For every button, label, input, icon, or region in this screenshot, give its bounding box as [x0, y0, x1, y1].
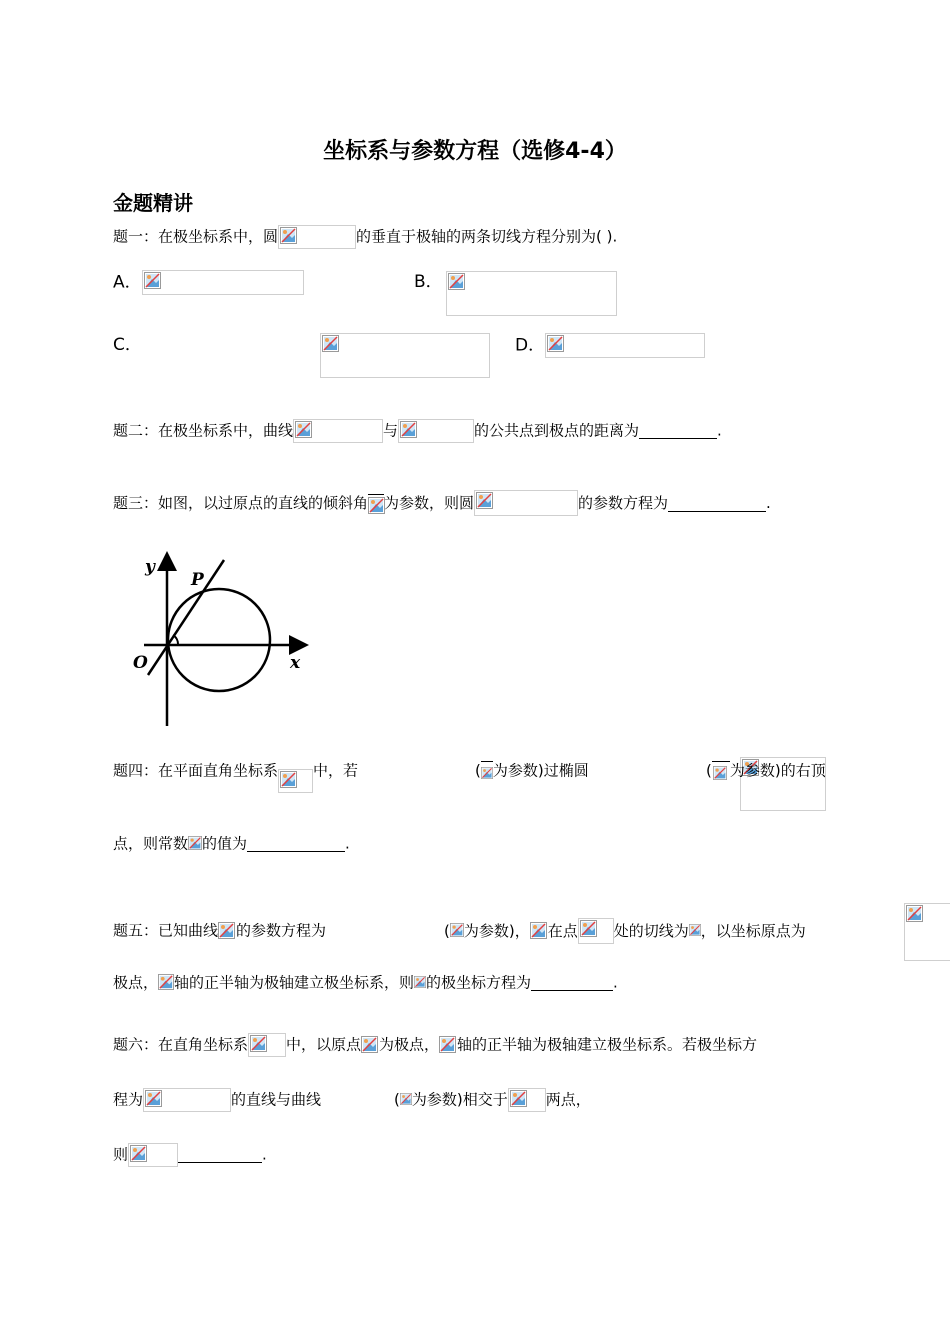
formula-image [361, 1036, 379, 1054]
broken-image-icon [368, 497, 385, 514]
broken-image-icon [295, 421, 312, 438]
line-through-origin [148, 560, 224, 675]
question-6 [113, 1032, 757, 1056]
q6-text: 中，以原点 [286, 1035, 362, 1054]
q3-text: 题三：如图，以过原点的直线的倾斜角 [113, 494, 369, 512]
q2-text: . [717, 421, 722, 440]
broken-image-icon [188, 836, 202, 850]
circle [168, 589, 270, 691]
broken-image-icon [280, 771, 297, 788]
broken-image-icon [448, 273, 465, 290]
question-4-cont [706, 758, 826, 782]
question-6-line-2 [113, 1087, 321, 1111]
label-p: P [191, 570, 204, 590]
formula-image [446, 271, 617, 316]
q2-text: 题二：在极坐标系中，曲线 [113, 421, 294, 440]
q5-text: 题五：已知曲线 [113, 921, 219, 940]
broken-image-icon [476, 492, 493, 509]
q4-text: 为参数)的右顶 [729, 761, 826, 780]
section-heading: 金题精讲 [113, 191, 193, 215]
q5-text: ，以坐标原点为 [700, 922, 806, 940]
formula-image [143, 1088, 231, 1112]
formula-image [450, 922, 464, 940]
q5-text: 极点， [113, 973, 159, 992]
question-5-cont [444, 918, 806, 942]
broken-image-icon [439, 1036, 456, 1053]
formula-image [293, 419, 383, 443]
q5-text: 轴的正半轴为极轴建立极坐标系，则 [174, 973, 415, 992]
page-title: 坐标系与参数方程（选修4-4） [323, 139, 627, 164]
broken-image-icon [450, 922, 464, 938]
angle-arc [173, 635, 178, 645]
formula-image [578, 918, 614, 944]
broken-image-icon [280, 227, 297, 244]
formula-image [530, 922, 548, 940]
q2-text: 的公共点到极点的距离为 [474, 421, 640, 440]
formula-image [712, 761, 730, 781]
q6-text: 为参数)相交于 [411, 1090, 508, 1109]
q5-text: 为参数)， [463, 922, 530, 940]
formula-image [278, 769, 313, 793]
broken-image-icon [218, 922, 235, 939]
q6-text: 轴的正半轴为极轴建立极坐标系。若极坐标方 [457, 1035, 758, 1054]
q6-text: 题六：在直角坐标系 [113, 1035, 249, 1054]
question-4-cont [475, 758, 589, 782]
formula-image [142, 270, 304, 295]
q6-text: 两点， [545, 1090, 591, 1109]
q2-text: 与 [383, 421, 399, 440]
q3-text: . [766, 494, 771, 512]
q6-text: 为极点， [379, 1035, 440, 1054]
formula-image [368, 494, 384, 512]
formula-image [278, 225, 356, 249]
q4-text: 点，则常数 [113, 834, 189, 853]
label-o: O [133, 653, 148, 673]
broken-image-icon [481, 766, 493, 780]
question-3 [113, 490, 771, 514]
q4-text: 的值为 [202, 834, 248, 853]
formula-image [414, 974, 426, 992]
formula-image [481, 761, 493, 781]
q6-text: 的直线与曲线 [231, 1090, 322, 1109]
option-a[interactable] [113, 270, 304, 294]
q6-text: 程为 [113, 1090, 144, 1109]
q1-text: 的垂直于极轴的两条切线方程分别为( ). [356, 227, 618, 246]
formula-image [128, 1143, 178, 1167]
answer-blank[interactable] [639, 422, 717, 439]
q5-text: 在点 [547, 922, 578, 940]
question-4 [113, 758, 358, 782]
q5-text: ( [444, 922, 450, 940]
label-x: x [290, 653, 301, 673]
broken-image-icon [580, 920, 597, 937]
q6-text: 则 [113, 1145, 129, 1164]
option-label: C． [113, 335, 142, 355]
q4-text: 题四：在平面直角坐标系 [113, 761, 279, 780]
broken-image-icon [400, 1091, 412, 1107]
label-y: y [145, 557, 155, 577]
q4-text: 中，若 [313, 761, 359, 780]
question-1 [113, 224, 617, 248]
answer-blank[interactable] [668, 495, 766, 512]
broken-image-icon [547, 335, 564, 352]
q6-text: . [262, 1145, 267, 1164]
formula-image [508, 1088, 546, 1112]
question-6-line-3 [113, 1142, 267, 1166]
answer-blank[interactable] [531, 974, 613, 991]
option-label: B． [414, 272, 443, 292]
q4-text: 为参数)过椭圆 [492, 761, 589, 780]
q5-text: 的参数方程为 [236, 921, 327, 940]
question-4-line-2 [113, 831, 350, 855]
broken-image-icon [158, 974, 174, 990]
question-2 [113, 418, 722, 442]
formula-image [248, 1033, 286, 1057]
formula-image [904, 903, 950, 961]
question-5-line-2 [113, 970, 618, 994]
q1-text: 题一：在极坐标系中，圆 [113, 227, 279, 246]
q3-text: 为参数，则圆 [384, 494, 475, 512]
broken-image-icon [400, 421, 417, 438]
answer-blank[interactable] [178, 1146, 262, 1163]
q5-text: . [613, 973, 618, 992]
q4-text: . [345, 834, 350, 853]
broken-image-icon [530, 922, 547, 939]
broken-image-icon [130, 1145, 147, 1162]
q5-text: 处的切线为 [613, 922, 689, 940]
formula-image [188, 836, 202, 852]
formula-image [474, 490, 578, 516]
broken-image-icon [713, 766, 727, 780]
answer-blank[interactable] [247, 835, 345, 852]
broken-image-icon [414, 974, 426, 990]
option-label: D． [515, 335, 546, 356]
formula-image [689, 922, 701, 940]
formula-image [439, 1036, 457, 1054]
broken-image-icon [322, 335, 339, 352]
broken-image-icon [906, 905, 923, 922]
q4-text: ( [475, 761, 481, 780]
formula-image [400, 1091, 412, 1109]
circle-figure [128, 548, 318, 728]
formula-image [158, 974, 174, 992]
q6-text: ( [394, 1090, 400, 1109]
formula-image [398, 419, 474, 443]
q4-text: ( [706, 761, 712, 780]
formula-image [218, 922, 236, 940]
question-6-cont [394, 1087, 591, 1111]
broken-image-icon [145, 1090, 162, 1107]
broken-image-icon [689, 922, 701, 938]
broken-image-icon [250, 1035, 267, 1052]
q5-text: 的极坐标方程为 [426, 973, 532, 992]
broken-image-icon [144, 272, 161, 289]
formula-image [320, 333, 490, 378]
broken-image-icon [510, 1090, 527, 1107]
question-5 [113, 918, 326, 942]
option-c[interactable] [113, 333, 142, 357]
option-d[interactable] [515, 333, 705, 357]
option-b[interactable] [414, 270, 443, 294]
broken-image-icon [361, 1036, 378, 1053]
option-label: A． [113, 272, 142, 293]
q3-text: 的参数方程为 [578, 494, 669, 512]
formula-image [545, 333, 705, 358]
